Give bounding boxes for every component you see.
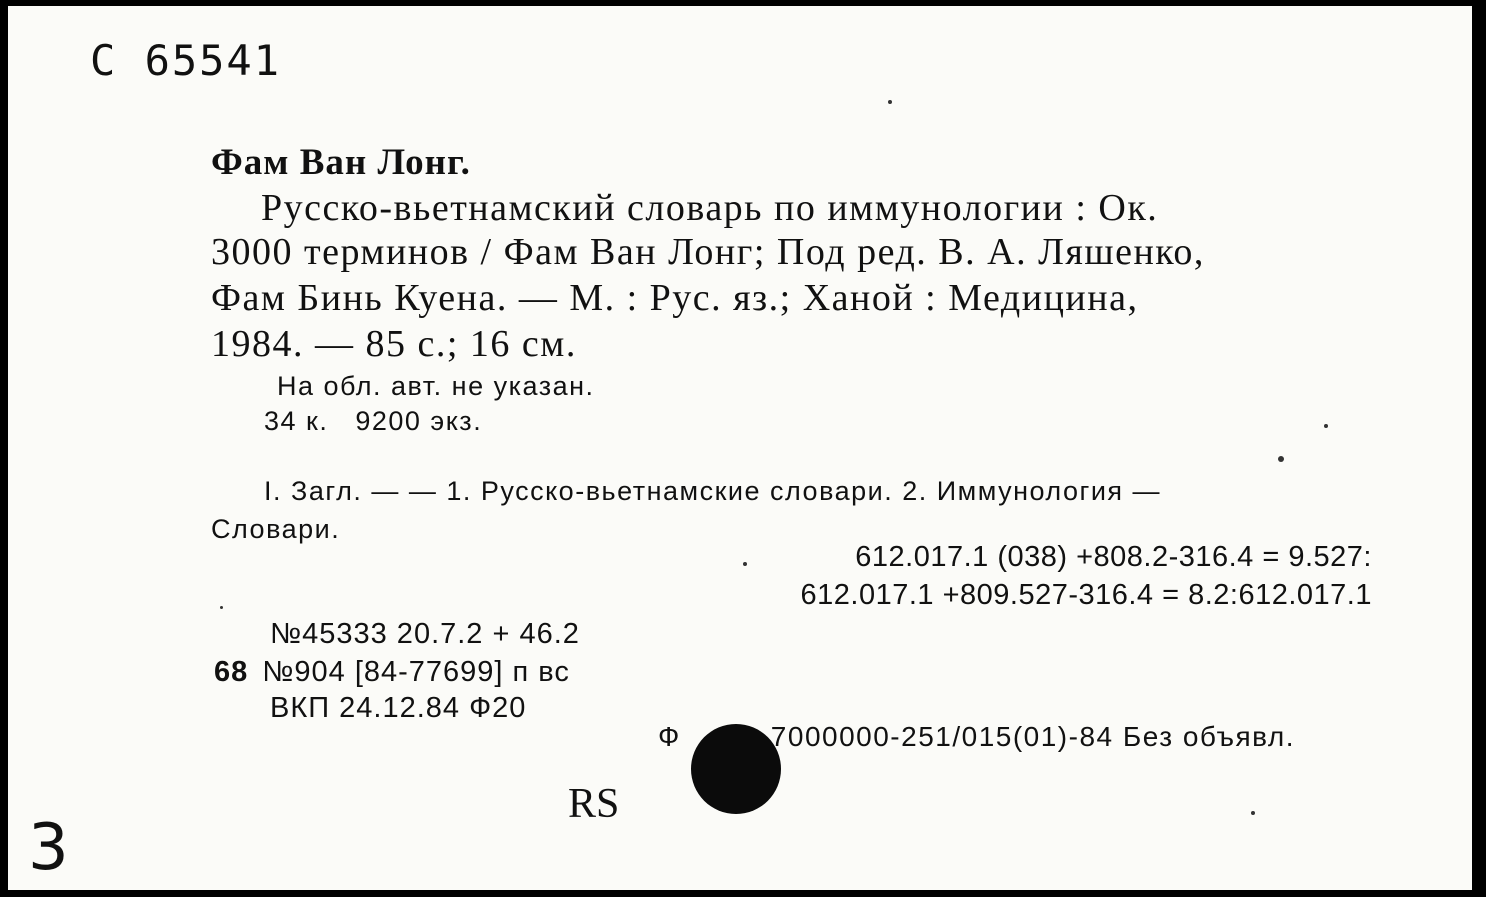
- udc-line-2: 612.017.1 +809.527-316.4 = 8.2:612.017.1: [800, 579, 1372, 611]
- title-line-2: 3000 терминов / Фам Ван Лонг; Под ред. В. А. Ляшенко,: [211, 231, 1205, 273]
- title-line-1: Русско-вьетнамский словарь по иммунологии : Ок.: [261, 187, 1159, 229]
- meta-line-1: №45333 20.7.2 + 46.2: [270, 618, 580, 650]
- speck: [888, 100, 892, 104]
- author-heading: Фам Ван Лонг.: [211, 142, 471, 183]
- title-line-3: Фам Бинь Куена. — М. : Рус. яз.; Ханой : Медицина,: [211, 277, 1139, 319]
- index-prefix: Ф: [658, 721, 681, 752]
- meta-line-2: [214, 656, 570, 689]
- subjects-line-1: I. Загл. — — 1. Русско-вьетнамские словари. 2. Иммунология —: [264, 476, 1162, 506]
- speck: [1278, 456, 1284, 462]
- call-number: С 65541: [90, 36, 282, 85]
- meta-line-2-text: №904 [84-77699] п вс: [262, 656, 570, 688]
- note-line: На обл. авт. не указан.: [277, 371, 595, 401]
- title-line-4: 1984. — 85 с.; 16 см.: [211, 323, 577, 365]
- handwritten-mark: 3: [28, 811, 69, 885]
- price-line: 34 к. 9200 экз.: [264, 406, 483, 436]
- speck: [1324, 424, 1328, 428]
- catalog-card: [8, 6, 1472, 890]
- index-rest: 7000000-251/015(01)-84 Без объявл.: [770, 721, 1296, 752]
- ink-blot: [691, 724, 781, 814]
- subjects-line-2: Словари.: [211, 514, 341, 544]
- speck: [743, 562, 747, 566]
- meta-line-3: ВКП 24.12.84 Ф20: [270, 692, 527, 724]
- speck: [1251, 811, 1255, 815]
- speck: [220, 606, 223, 609]
- meta-line-2-number: 68: [214, 656, 249, 688]
- stamp-rs: RS: [568, 781, 620, 827]
- udc-line-1: 612.017.1 (038) +808.2-316.4 = 9.527:: [855, 541, 1372, 573]
